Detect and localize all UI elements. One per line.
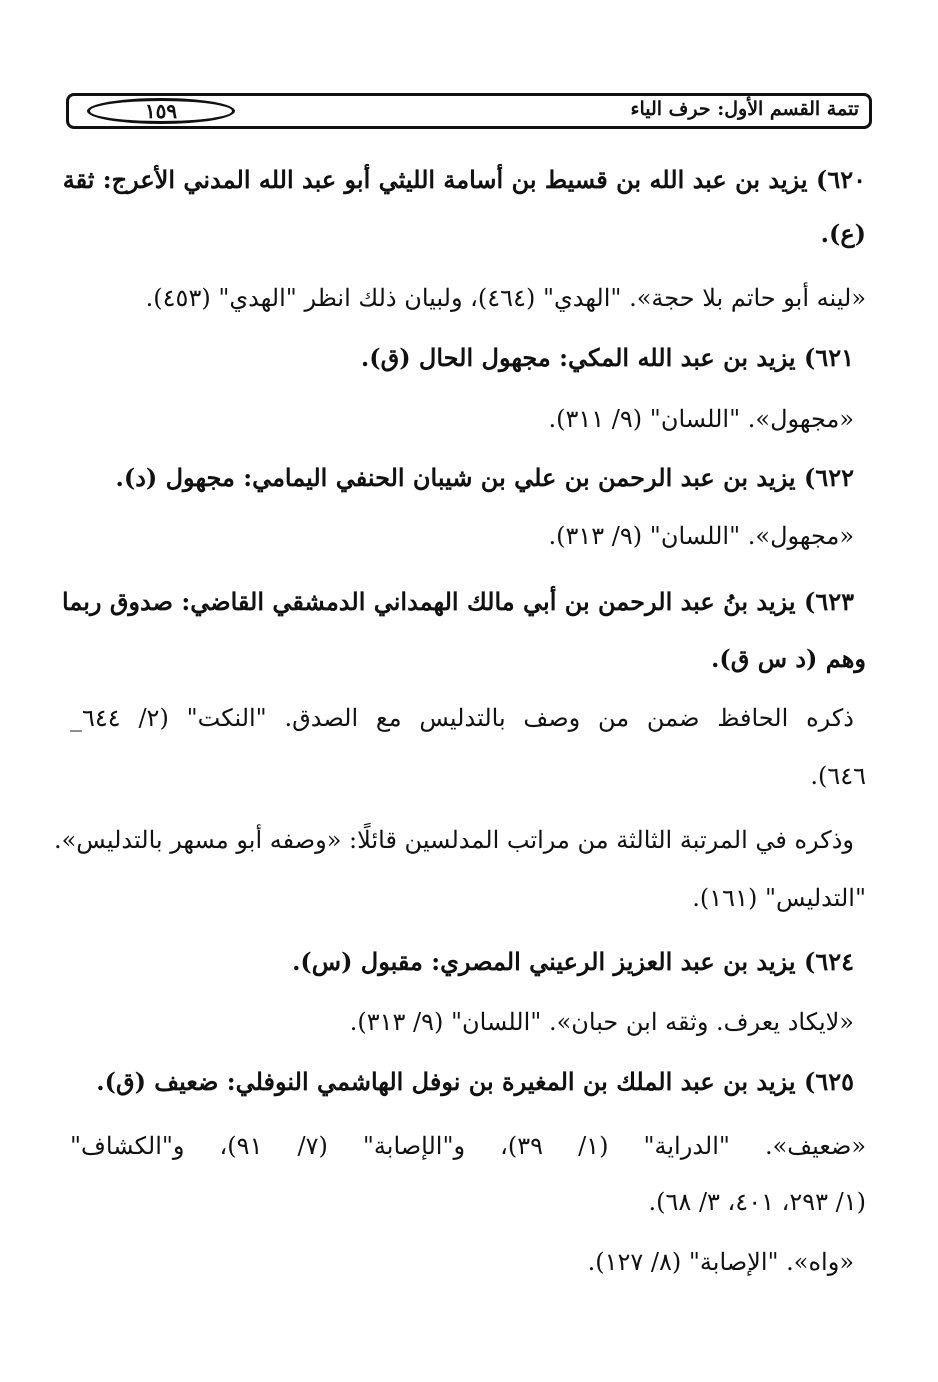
entry-624-heading: ٦٢٤) يزيد بن عبد العزيز الرعيني المصري: مقبول (س).	[292, 947, 854, 976]
page-number: ١٥٩	[87, 98, 235, 124]
entry-623-note-1-cont: ٦٤٦).	[810, 762, 866, 790]
entry-623-note-2-cont: "التدليس" (١٦١).	[692, 884, 866, 912]
entry-624-note: «لايكاد يعرف. وثقه ابن حبان». "اللسان" (٩/ ٣١٣).	[349, 1008, 854, 1036]
page-header	[66, 93, 872, 129]
entry-622-heading: ٦٢٢) يزيد بن عبد الرحمن بن علي بن شيبان الحنفي اليمامي: مجهول (د).	[115, 463, 854, 492]
entry-620-heading: ٦٢٠) يزيد بن عبد الله بن قسيط بن أسامة الليثي أبو عبد الله المدني الأعرج: ثقة	[62, 165, 866, 194]
entry-625-note-2: «واه». "الإصابة" (٨/ ١٢٧).	[587, 1248, 854, 1276]
entry-623-heading: ٦٢٣) يزيد بنُ عبد الرحمن بن أبي مالك الهمداني الدمشقي القاضي: صدوق ربما	[62, 587, 854, 616]
entry-625-note-1-cont: (١/ ٢٩٣، ٤٠١، ٣/ ٦٨).	[648, 1188, 866, 1216]
entry-620-note: «لينه أبو حاتم بلا حجة». "الهدي" (٤٦٤)، ولبيان ذلك انظر "الهدي" (٤٥٣).	[145, 284, 866, 312]
entry-623-note-2: وذكره في المرتبة الثالثة من مراتب المدلسين قائلًا: «وصفه أبو مسهر بالتدليس».	[53, 826, 854, 854]
running-title: تتمة القسم الأول: حرف الياء	[630, 98, 859, 120]
entry-625-heading: ٦٢٥) يزيد بن عبد الملك بن المغيرة بن نوفل الهاشمي النوفلي: ضعيف (ق).	[96, 1067, 854, 1096]
entry-620-heading-cont: (ع).	[820, 219, 866, 248]
entry-625-note-1: «ضعيف». "الدراية" (١/ ٣٩)، و"الإصابة" (٧/ ٩١)، و"الكشاف"	[70, 1132, 867, 1160]
entry-623-note-1: ذكره الحافظ ضمن من وصف بالتدليس مع الصدق. "النكت" (٢/ ٦٤٤_	[70, 704, 854, 732]
entry-622-note: «مجهول». "اللسان" (٩/ ٣١٣).	[548, 522, 854, 550]
entry-621-heading: ٦٢١) يزيد بن عبد الله المكي: مجهول الحال (ق).	[360, 343, 854, 372]
entry-623-heading-cont: وهم (د س ق).	[711, 644, 866, 673]
entry-621-note: «مجهول». "اللسان" (٩/ ٣١١).	[548, 405, 854, 433]
